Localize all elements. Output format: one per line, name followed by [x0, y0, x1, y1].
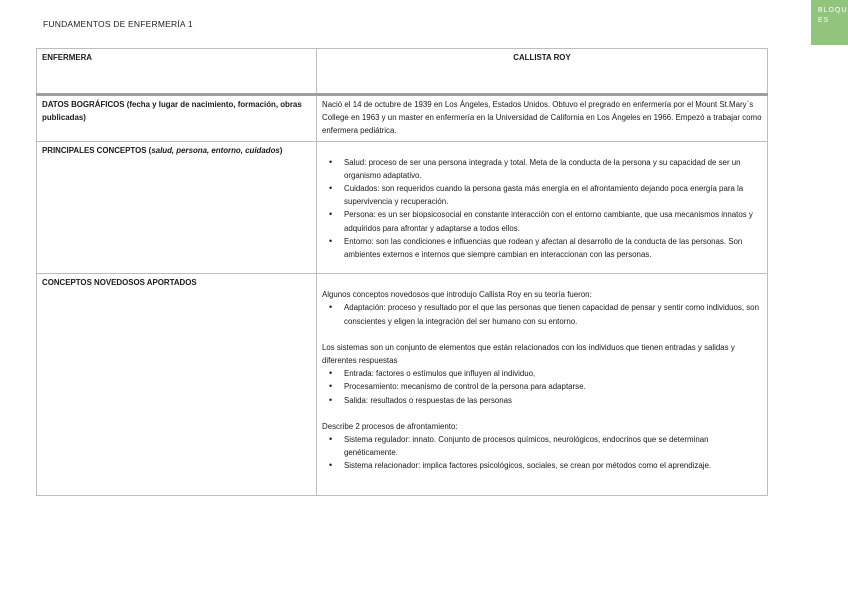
list-item: • Salida: resultados o respuestas de las personas	[344, 394, 762, 407]
bloques-badge[interactable]: BLOQUES	[811, 0, 848, 45]
list-item: • Salud: proceso de ser una persona integrada y total. Meta de la conducta de la persona y su capacidad de ser un organismo adaptativo.	[344, 156, 762, 182]
concepts-label-cell	[37, 141, 317, 274]
list-item: • Adaptación: proceso y resultado por el que las personas que tienen capacidad de pensar y sentir como individuos, son conscientes y eligen la integración del ser humano con su entorno.	[344, 301, 762, 327]
novel-label: CONCEPTOS NOVEDOSOS APORTADOS	[42, 278, 197, 288]
list-item: • Sistema relacionador: implica factores psicológicos, sociales, se crean por métodos como el aprendizaje.	[344, 459, 762, 472]
table-row	[37, 49, 768, 95]
coping-list	[322, 433, 762, 473]
concepts-label: PRINCIPALES CONCEPTOS (salud, persona, entorno, cuidados)	[42, 145, 283, 155]
list-item: • Procesamiento: mecanismo de control de la persona para adaptarse.	[344, 380, 762, 393]
list-item: • Entrada: factores o estímulos que influyen al individuo,	[344, 367, 762, 380]
adaptation-list	[322, 301, 762, 327]
bio-text-cell	[317, 95, 768, 142]
nurse-name: CALLISTA ROY	[513, 53, 571, 62]
novel-content-cell	[317, 274, 768, 495]
coping-text: Describe 2 procesos de afrontamiento:	[322, 421, 458, 431]
table-row	[37, 95, 768, 142]
header-label-cell	[37, 49, 317, 95]
concepts-list-cell	[317, 141, 768, 274]
systems-list	[322, 367, 762, 407]
list-item: • Persona: es un ser biopsicosocial en constante interacción con el entorno cambiante, que usa mecanismos innatos y adquiridos para afrontar y adaptarse a todos ellos.	[344, 208, 762, 234]
list-item: • Sistema regulador: innato. Conjunto de procesos químicos, neurológicos, endocrinos que se determinan genéticamente.	[344, 433, 762, 459]
systems-text: Los sistemas son un conjunto de elementos que están relacionados con los individuos que tienen entradas y salidas y diferentes respuestas	[322, 342, 735, 366]
list-item: • Entorno: son las condiciones e influencias que rodean y afectan al desarrollo de la conducta de las personas. Son ambientes externos e internos que siempre cambian en interaccionan con las personas.	[344, 235, 762, 261]
nurse-name-cell	[317, 49, 768, 95]
bio-text: Nació el 14 de octubre de 1939 en Los Ángeles, Estados Unidos. Obtuvo el pregrado en enfermería por el Mount St.Mary`s College en 1963 y un master en enfermería en la Universidad de California en Los Ángeles en 1966. Empezó a trabajar como enfermera pediátrica.	[322, 100, 762, 136]
document-header-title: FUNDAMENTOS DE ENFERMERÍA 1	[43, 19, 193, 29]
novel-label-cell	[37, 274, 317, 495]
table-row	[37, 274, 768, 495]
novel-intro: Algunos conceptos novedosos que introdujo Callista Roy en su teoría fueron:	[322, 290, 592, 300]
nurse-info-table	[36, 48, 768, 496]
nurse-column-label: ENFERMERA	[42, 53, 92, 62]
concepts-list	[322, 156, 762, 262]
bio-label: DATOS BOGRÁFICOS (fecha y lugar de nacimiento, formación, obras publicadas)	[42, 100, 302, 123]
list-item: • Cuidados: son requeridos cuando la persona gasta más energía en el afrontamiento dejando poca energía para la supervivencia y recuperación.	[344, 182, 762, 208]
table-row	[37, 141, 768, 274]
bio-label-cell	[37, 95, 317, 142]
